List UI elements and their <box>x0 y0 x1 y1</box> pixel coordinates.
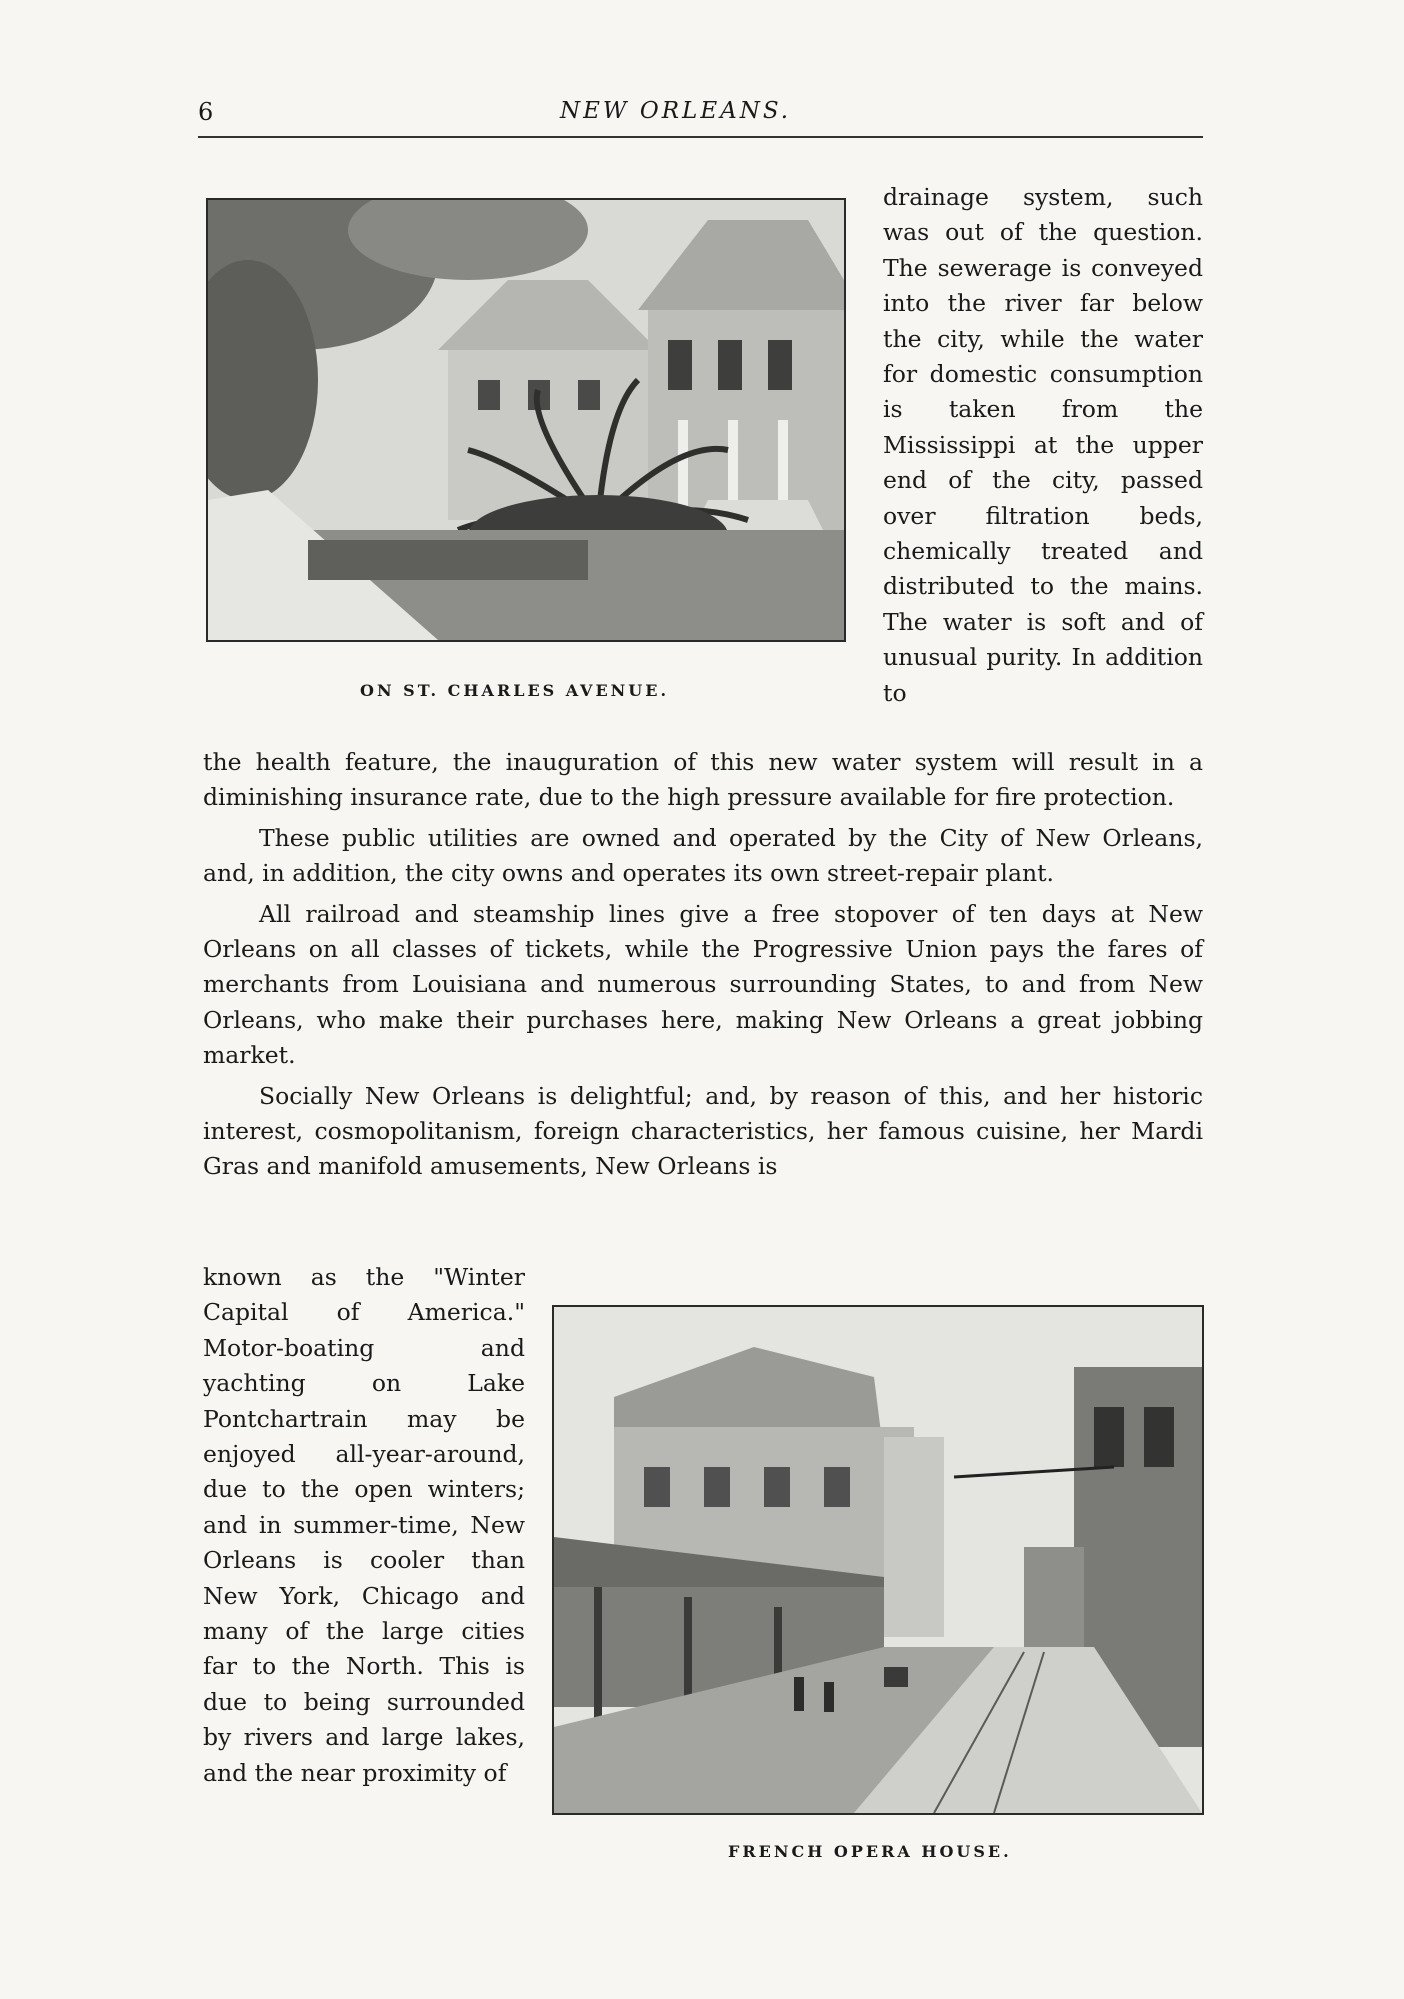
running-title: NEW ORLEANS. <box>560 98 792 124</box>
paragraph-socially: Socially New Orleans is delightful; and, by reason of this, and her historic interest, cosmopolitanism, foreign characteristics, her famous cuisine, her Mardi Gras and manifold amusements, New Orleans is <box>203 1081 1203 1181</box>
photo-french-opera-house <box>552 1305 1204 1815</box>
header-rule <box>198 136 1203 138</box>
caption-st-charles-avenue: ON ST. CHARLES AVENUE. <box>360 681 670 700</box>
paragraph-public-utilities: These public utilities are owned and operated by the City of New Orleans, and, in addition, the city owns and operates its own street-repair plant. <box>203 823 1203 888</box>
text-column-bottom-left <box>203 1260 525 1791</box>
paragraph-drainage: drainage system, such was out of the question. The sewerage is conveyed into the river far below the city, while the water for domestic consumption is taken from the Mississippi at the upper end of the city, passed over filtration beds, chemically treated and distributed to the mains. The water is soft and of unusual purity. In addition to <box>883 183 1203 707</box>
paragraph-health-feature: the health feature, the inauguration of this new water system will result in a diminishing insurance rate, due to the high pressure available for fire protection. <box>203 748 1203 812</box>
st-charles-photo-illustration <box>208 200 844 640</box>
text-column-full-width <box>203 745 1203 1185</box>
page-number: 6 <box>198 98 214 126</box>
photo-st-charles-avenue <box>206 198 846 642</box>
caption-french-opera-house: FRENCH OPERA HOUSE. <box>728 1842 1012 1861</box>
paragraph-railroad-stopover: All railroad and steamship lines give a free stopover of ten days at New Orleans on all classes of tickets, while the Progressive Union pays the fares of merchants from Louisiana and numerous surrounding States, to and from New Orleans, who make their purchases here, making New Orleans a great jobbing market. <box>203 899 1203 1070</box>
text-column-top-right <box>883 180 1203 711</box>
opera-house-photo-illustration <box>554 1307 1202 1813</box>
paragraph-winter-capital: known as the "Winter Capital of America." Motor-boating and yachting on Lake Pontchartrain may be enjoyed all-year-around, due to the open winters; and in summer-time, New Orleans is cooler than New York, Chicago and many of the large cities far to the North. This is due to being surrounded by rivers and large lakes, and the near proximity of <box>203 1263 525 1787</box>
